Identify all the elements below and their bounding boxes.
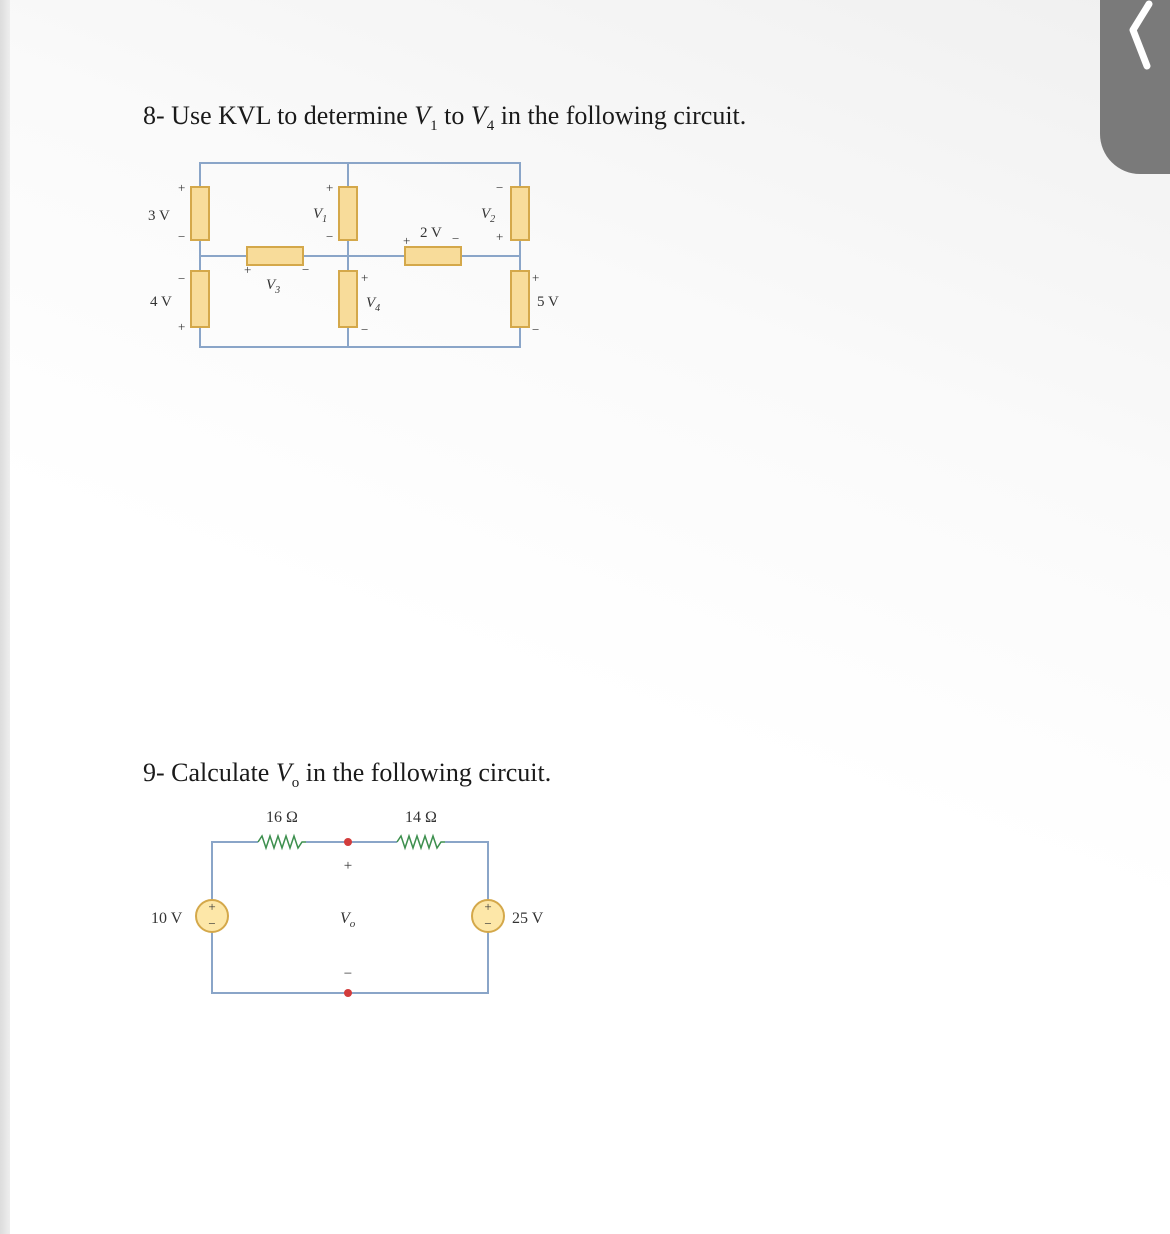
label-4v: 4 V [150, 294, 172, 310]
question-9-text: 9- Calculate $V_o$ in the following circuit. [143, 758, 552, 792]
svg-text:+: + [244, 262, 252, 277]
svg-text:−: − [208, 916, 216, 931]
svg-text:−: − [532, 322, 540, 337]
svg-text:−: − [361, 322, 369, 337]
svg-text:−: − [178, 229, 186, 244]
source-25v [472, 899, 504, 932]
label-v3: $V_3$ [266, 277, 281, 296]
terminal-top [344, 838, 352, 846]
svg-text:+: + [178, 319, 186, 334]
resistor-16 [258, 836, 306, 848]
svg-text:+: + [326, 180, 334, 195]
svg-text:−: − [302, 262, 310, 277]
source-10v [196, 899, 228, 932]
svg-text:−: − [343, 966, 353, 982]
svg-text:+: + [208, 899, 216, 914]
svg-text:+: + [343, 858, 353, 874]
svg-text:−: − [326, 229, 334, 244]
svg-text:−: − [452, 231, 460, 246]
label-v2: $V_2$ [481, 206, 496, 225]
label-v4: $V_4$ [366, 295, 381, 314]
label-10v: 10 V [151, 910, 183, 927]
label-2v: 2 V [420, 225, 442, 241]
svg-text:−: − [496, 180, 504, 195]
label-vo: $V_o$ [340, 910, 356, 930]
svg-text:−: − [484, 916, 492, 931]
resistor-14 [397, 836, 445, 848]
svg-text:+: + [403, 233, 411, 248]
question-number: 9- [143, 758, 165, 787]
question-8-text: 8- Use KVL to determine $V_1$ to $V_4$ in the following circuit. [143, 101, 747, 135]
svg-text:+: + [532, 270, 540, 285]
label-16-ohm: 16 Ω [266, 809, 298, 826]
label-25v: 25 V [512, 910, 544, 927]
label-14-ohm: 14 Ω [405, 809, 437, 826]
label-5v: 5 V [537, 294, 559, 310]
terminal-bottom [344, 989, 352, 997]
label-3v: 3 V [148, 208, 170, 224]
svg-text:+: + [484, 899, 492, 914]
svg-text:+: + [496, 229, 504, 244]
label-v1: $V_1$ [313, 206, 328, 225]
svg-text:−: − [178, 271, 186, 286]
svg-text:+: + [178, 180, 186, 195]
svg-text:+: + [361, 270, 369, 285]
question-number: 8- [143, 101, 165, 130]
